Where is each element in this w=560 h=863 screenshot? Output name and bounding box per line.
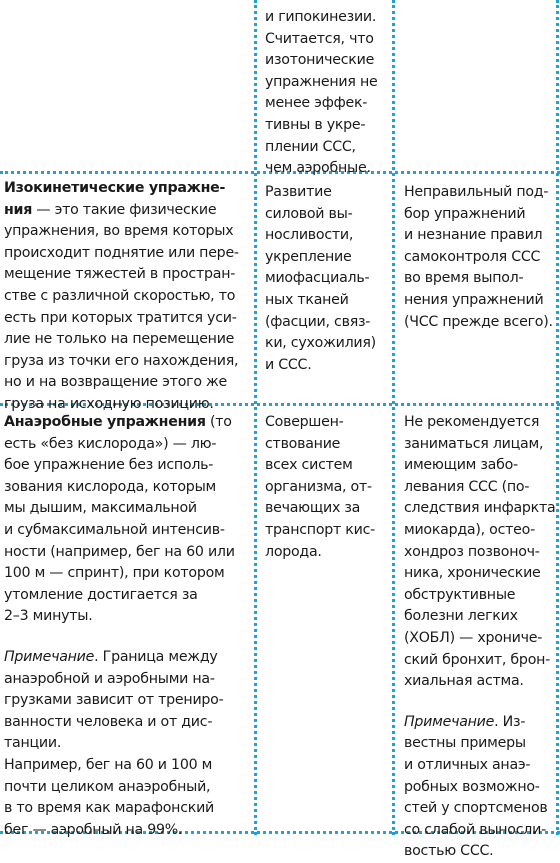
row3-col2-cell	[265, 412, 390, 563]
column-divider-2	[392, 0, 395, 835]
isokinetic-term: Изокинетические упражне-	[4, 180, 226, 196]
row3-col3-cell	[404, 412, 556, 863]
isokinetic-exercises-definition: Изокинетические упражне- ния — это такие физические упражнения, во время которых происходит поднятие или пере- мещение тяжестей в простран- стве с различной скоростью, то есть при которых тратится уси- лие не только на перемещение груза из точки его нахождения, но и на возвращение этого же груза на исходную позицию.	[4, 180, 239, 412]
row3-col1-cell	[4, 412, 252, 841]
row2-col2-cell	[265, 182, 390, 376]
row2-col1-cell	[4, 178, 252, 416]
row1-col2-text: и гипокинезии. Считается, что изотонические упражнения не менее эффек- тивны в укре- плении ССС, чем аэробные.	[265, 9, 378, 177]
anaerobic-exercises-definition: Анаэробные упражнения (то есть «без кислорода») — лю- бое упражнение без исполь- зования кислорода, которым мы дышим, максимальной и субмаксимальной интенсив- ности (например, бег на 60 или 100 м — спринт), при котором утомление достигается за 2–3 минуты.	[4, 414, 235, 625]
note-label: Примечание	[4, 648, 95, 665]
isokinetic-term-end: ния	[4, 201, 33, 218]
note-label: Примечание	[404, 713, 495, 730]
row2-col3-text: Неправильный под- бор упражнений и незнание правил самоконтроля ССС во время выпол- нения упражнений (ЧСС прежде всего).	[404, 184, 553, 330]
row1-col2-cell	[265, 7, 390, 180]
anaerobic-term: Анаэробные упражнения	[4, 414, 206, 430]
table-right-border	[556, 0, 559, 835]
anaerobic-note: Примечание. Граница между анаэробной и аэробными на- грузками зависит от трениро- ванности человека и от дис- танции. Например, бег на 60 и 100 м почти целиком анаэробный, в то время как марафонский бег — аэробный на 99%.	[4, 648, 224, 838]
row3-col2-text: Совершен- ствование всех систем организма, от- вечающих за транспорт кис- лорода.	[265, 414, 375, 560]
row2-col3-cell	[404, 182, 556, 333]
row3-col3-note: Примечание. Из- вестны примеры и отличных анаэ- робных возможно- стей у спортсменов со слабой выносли- востью ССС.	[404, 713, 548, 860]
column-divider-1	[254, 0, 257, 835]
row3-col3-text: Не рекомендуется заниматься лицам, имеющим забо- левания ССС (по- следствия инфаркта миокарда), остео- хондроз позвоноч- ника, хронические обструктивные болезни легких (ХОБЛ) — хрониче- ский бронхит, брон- хиальная астма.	[404, 414, 556, 690]
row2-col2-text: Развитие силовой вы- носливости, укрепление миофасциаль- ных тканей (фасции, связ- ки, сухожилия) и ССС.	[265, 184, 376, 373]
